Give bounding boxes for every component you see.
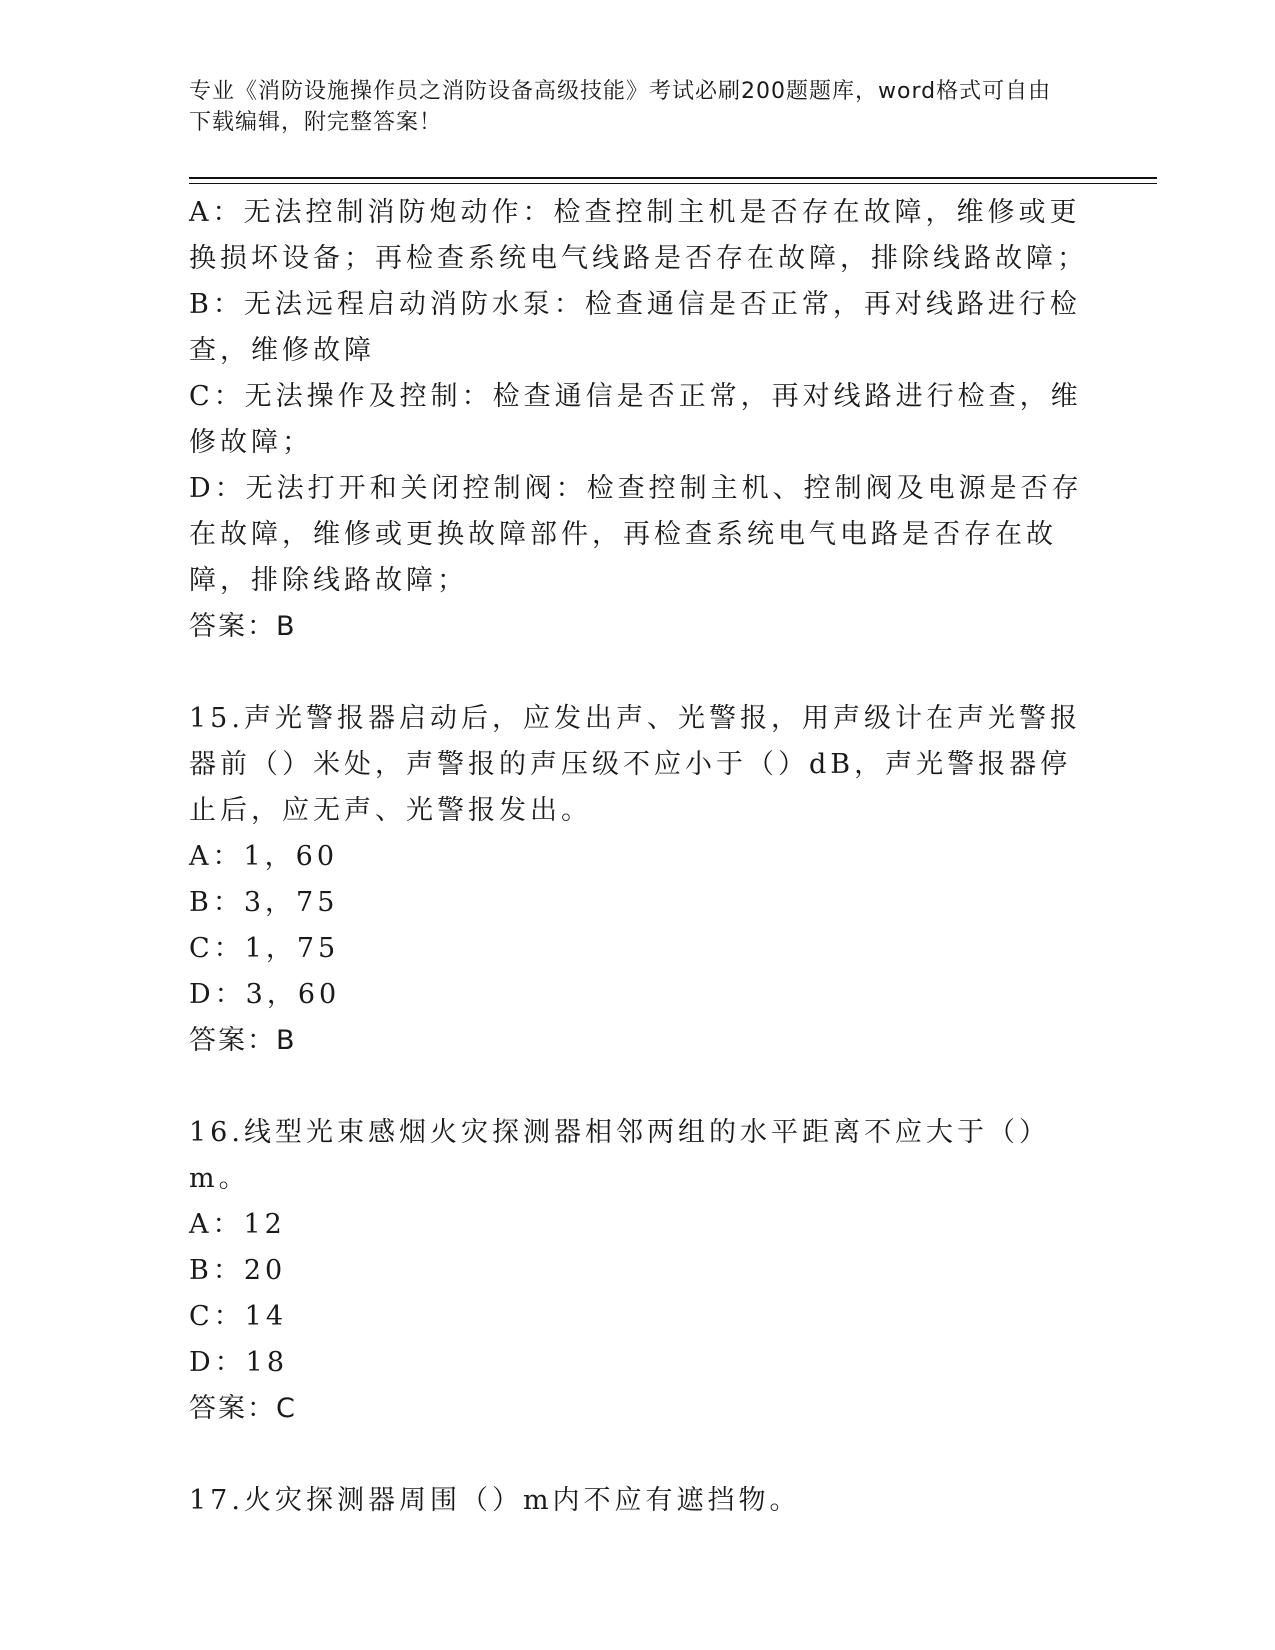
option-a: A：1，60 bbox=[189, 841, 339, 872]
document-body bbox=[189, 190, 1089, 1524]
document-header: 专业《消防设施操作员之消防设备高级技能》考试必刷200题题库，word格式可自由下载编辑，附完整答案！ bbox=[189, 79, 1052, 135]
option-d: D：18 bbox=[189, 1347, 289, 1378]
question-stem: 15.声光警报器启动后，应发出声、光警报，用声级计在声光警报器前（）米处，声警报的声压级不应小于（）dB，声光警报器停止后，应无声、光警报发出。 bbox=[189, 703, 1081, 826]
answer: 答案：B bbox=[189, 1025, 297, 1056]
option-b: B：20 bbox=[189, 1255, 287, 1286]
header-rule-thin bbox=[189, 183, 1157, 184]
option-c: C：无法操作及控制：检查通信是否正常，再对线路进行检查，维修故障； bbox=[189, 381, 1082, 458]
header-rule-thick bbox=[189, 177, 1157, 179]
option-b: B：3，75 bbox=[189, 887, 339, 918]
spacer bbox=[189, 1432, 1089, 1478]
spacer bbox=[189, 1064, 1089, 1110]
option-d: D：无法打开和关闭控制阀：检查控制主机、控制阀及电源是否存在故障，维修或更换故障部件，再检查系统电气电路是否存在故障，排除线路故障； bbox=[189, 473, 1083, 596]
answer: 答案：B bbox=[189, 611, 297, 642]
option-a: A：无法控制消防炮动作：检查控制主机是否存在故障，维修或更换损坏设备；再检查系统电气线路是否存在故障，排除线路故障； bbox=[189, 197, 1088, 274]
spacer bbox=[189, 650, 1089, 696]
option-c: C：14 bbox=[189, 1301, 288, 1332]
option-c: C：1，75 bbox=[189, 933, 340, 964]
option-b: B：无法远程启动消防水泵：检查通信是否正常，再对线路进行检查，维修故障 bbox=[189, 289, 1081, 366]
answer: 答案：C bbox=[189, 1393, 297, 1424]
option-d: D：3，60 bbox=[189, 979, 341, 1010]
option-a: A：12 bbox=[189, 1209, 286, 1240]
question-stem: 16.线型光束感烟火灾探测器相邻两组的水平距离不应大于（）m。 bbox=[189, 1117, 1050, 1194]
question-stem: 17.火灾探测器周围（）m内不应有遮挡物。 bbox=[189, 1485, 801, 1516]
